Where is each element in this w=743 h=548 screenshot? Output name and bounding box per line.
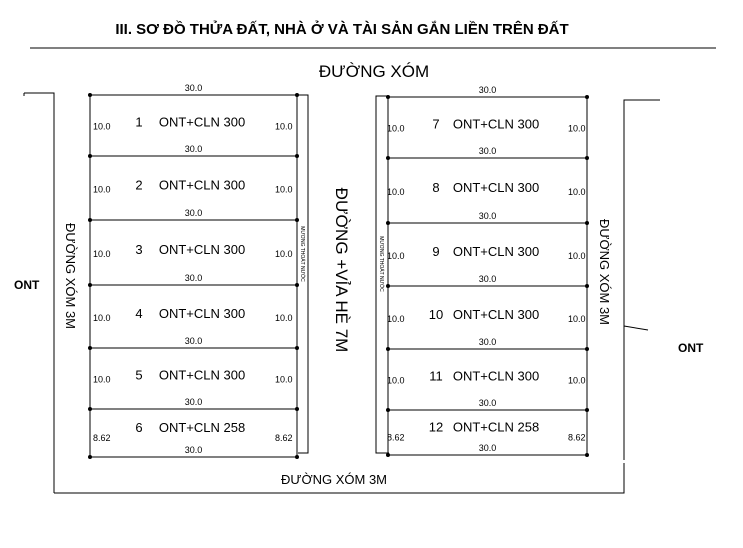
outside-left-ont: ONT bbox=[14, 278, 40, 292]
lot-left-length: 10.0 bbox=[93, 184, 111, 195]
lot-width-label: 30.0 bbox=[184, 397, 203, 407]
lot-corner-point bbox=[295, 93, 299, 97]
road-right-label: ĐƯỜNG XÓM 3M bbox=[597, 218, 612, 326]
lot-number: 2 bbox=[135, 177, 143, 193]
lot-corner-point bbox=[88, 218, 92, 222]
lot-corner-point bbox=[585, 453, 589, 457]
lot-right-length: 8.62 bbox=[275, 433, 293, 444]
lot-width-label: 30.0 bbox=[184, 83, 203, 93]
drain-left-label: MƯƠNG THOÁT NƯỚC bbox=[299, 226, 305, 282]
lot-corner-point bbox=[295, 283, 299, 287]
lot-corner-point bbox=[386, 284, 390, 288]
lot-right-length: 10.0 bbox=[568, 375, 586, 386]
lot-left-length: 8.62 bbox=[387, 432, 405, 443]
lot-number: 10 bbox=[428, 306, 444, 322]
lot-land-code: ONT+CLN 300 bbox=[452, 116, 540, 132]
lot-left-length: 10.0 bbox=[387, 123, 405, 134]
lot-left-length: 10.0 bbox=[93, 374, 111, 385]
lot-number: 5 bbox=[135, 367, 143, 383]
lot-left-length: 10.0 bbox=[93, 312, 111, 323]
lot-land-code: ONT+CLN 300 bbox=[158, 367, 246, 383]
lot-corner-point bbox=[585, 347, 589, 351]
lot-left-length: 10.0 bbox=[387, 375, 405, 386]
road-left-label: ĐƯỜNG XÓM 3M bbox=[63, 222, 78, 330]
lot-corner-point bbox=[386, 453, 390, 457]
lot-corner-point bbox=[88, 407, 92, 411]
lot-land-code: ONT+CLN 300 bbox=[452, 306, 540, 322]
lot-right-length: 10.0 bbox=[568, 123, 586, 134]
lot-corner-point bbox=[585, 408, 589, 412]
lot-right-length: 10.0 bbox=[275, 184, 293, 195]
lot-right-length: 10.0 bbox=[275, 312, 293, 323]
lot-land-code: ONT+CLN 300 bbox=[158, 114, 246, 130]
lot-corner-point bbox=[585, 221, 589, 225]
lot-corner-point bbox=[88, 455, 92, 459]
lot-corner-point bbox=[88, 283, 92, 287]
lot-width-label: 30.0 bbox=[478, 398, 497, 408]
lot-land-code: ONT+CLN 300 bbox=[158, 305, 246, 321]
lot-corner-point bbox=[295, 455, 299, 459]
lot-land-code: ONT+CLN 300 bbox=[452, 243, 540, 259]
lot-corner-point bbox=[386, 95, 390, 99]
lot-corner-point bbox=[585, 284, 589, 288]
lot-width-label: 30.0 bbox=[184, 208, 203, 218]
lot-width-label: 30.0 bbox=[184, 445, 203, 455]
lot-right-length: 10.0 bbox=[275, 121, 293, 132]
lot-right-length: 10.0 bbox=[568, 186, 586, 197]
right-road-boundary bbox=[624, 100, 660, 460]
lot-width-label: 30.0 bbox=[478, 443, 497, 453]
lot-land-code: ONT+CLN 258 bbox=[158, 420, 246, 436]
lot-number: 7 bbox=[432, 116, 440, 132]
lot-corner-point bbox=[88, 346, 92, 350]
lot-right-length: 10.0 bbox=[568, 250, 586, 261]
lot-corner-point bbox=[88, 93, 92, 97]
lot-left-length: 10.0 bbox=[387, 186, 405, 197]
lot-width-label: 30.0 bbox=[478, 274, 497, 284]
lot-right-length: 10.0 bbox=[275, 248, 293, 259]
lot-land-code: ONT+CLN 258 bbox=[452, 419, 540, 435]
lot-right-length: 10.0 bbox=[275, 374, 293, 385]
lot-corner-point bbox=[585, 95, 589, 99]
lot-corner-point bbox=[386, 221, 390, 225]
drain-right-label: MƯƠNG THOÁT NƯỚC bbox=[378, 236, 384, 292]
lot-left-length: 10.0 bbox=[387, 313, 405, 324]
lot-width-label: 30.0 bbox=[478, 85, 497, 95]
lot-corner-point bbox=[295, 407, 299, 411]
lot-corner-point bbox=[295, 346, 299, 350]
lot-number: 1 bbox=[135, 114, 143, 130]
lot-land-code: ONT+CLN 300 bbox=[452, 368, 540, 384]
lot-number: 4 bbox=[135, 305, 143, 321]
lot-number: 6 bbox=[135, 420, 143, 436]
diagram-title: III. SƠ ĐỒ THỬA ĐẤT, NHÀ Ở VÀ TÀI SẢN GẮN LIỀN TRÊN ĐẤT bbox=[115, 21, 569, 38]
lot-left-length: 10.0 bbox=[93, 121, 111, 132]
left-road-boundary bbox=[24, 93, 54, 493]
lot-land-code: ONT+CLN 300 bbox=[158, 177, 246, 193]
right-road-boundary-tick bbox=[624, 326, 648, 330]
lot-number: 8 bbox=[432, 179, 440, 195]
road-bottom-label: ĐƯỜNG XÓM 3M bbox=[280, 472, 388, 487]
lot-width-label: 30.0 bbox=[478, 146, 497, 156]
lot-width-label: 30.0 bbox=[184, 144, 203, 154]
lot-width-label: 30.0 bbox=[184, 336, 203, 346]
road-top-label: ĐƯỜNG XÓM bbox=[318, 62, 430, 81]
lot-corner-point bbox=[88, 154, 92, 158]
lot-right-length: 10.0 bbox=[568, 313, 586, 324]
lot-number: 12 bbox=[428, 419, 444, 435]
lot-left-length: 10.0 bbox=[387, 250, 405, 261]
lot-width-label: 30.0 bbox=[478, 337, 497, 347]
lot-width-label: 30.0 bbox=[478, 211, 497, 221]
lot-land-code: ONT+CLN 300 bbox=[158, 241, 246, 257]
lot-number: 11 bbox=[429, 368, 443, 384]
lot-number: 3 bbox=[135, 241, 143, 257]
lot-corner-point bbox=[386, 156, 390, 160]
lot-right-length: 8.62 bbox=[568, 432, 586, 443]
lot-width-label: 30.0 bbox=[184, 273, 203, 283]
lot-corner-point bbox=[386, 408, 390, 412]
outside-right-ont: ONT bbox=[678, 341, 704, 355]
lot-corner-point bbox=[295, 218, 299, 222]
lot-corner-point bbox=[386, 347, 390, 351]
lot-corner-point bbox=[295, 154, 299, 158]
lot-corner-point bbox=[585, 156, 589, 160]
lot-left-length: 8.62 bbox=[93, 433, 111, 444]
lot-land-code: ONT+CLN 300 bbox=[452, 179, 540, 195]
road-middle-label: ĐƯỜNG +VỈA HÈ 7M bbox=[332, 187, 351, 353]
lot-left-length: 10.0 bbox=[93, 248, 111, 259]
lot-number: 9 bbox=[432, 243, 440, 259]
